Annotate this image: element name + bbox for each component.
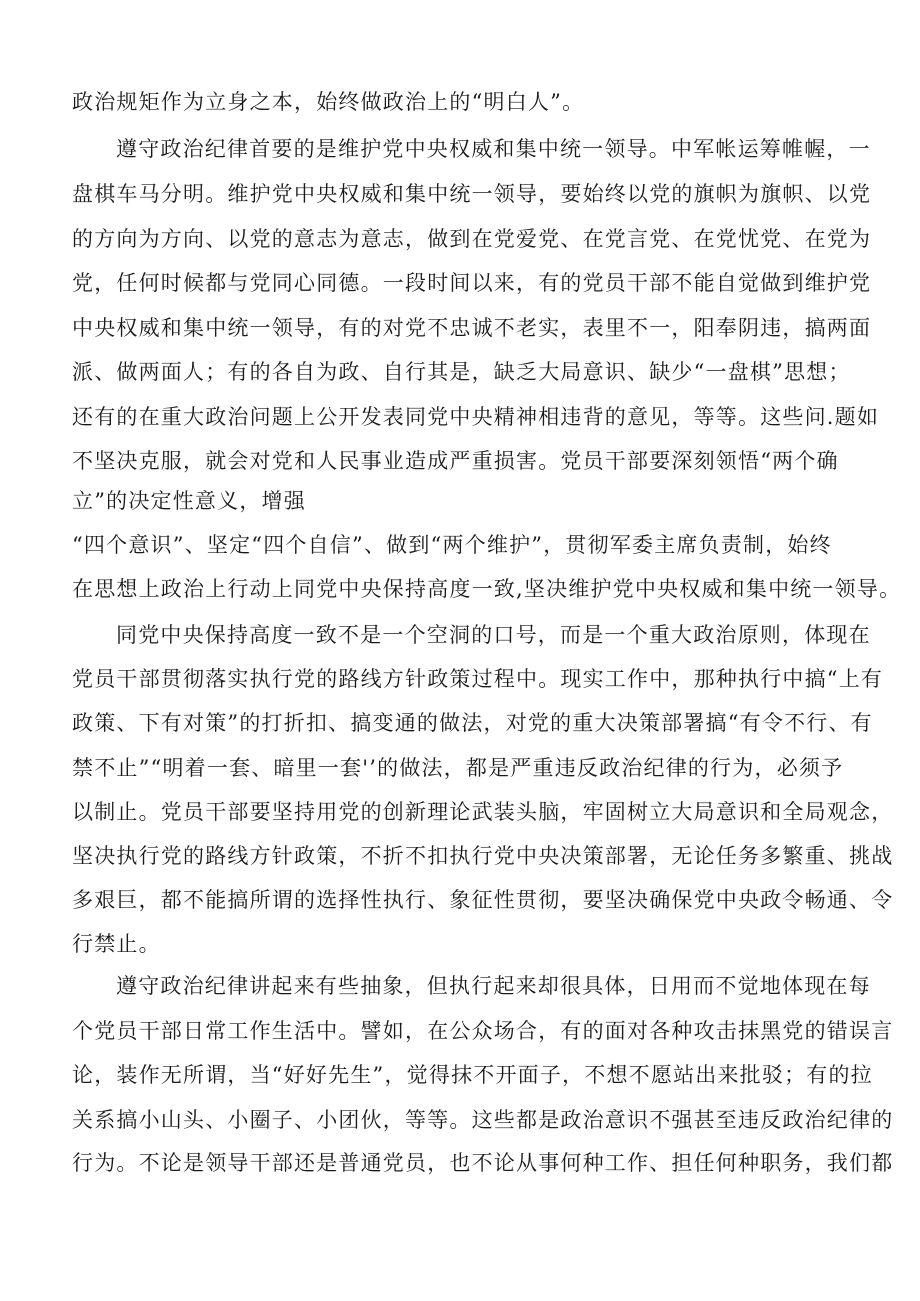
text-line: 政治规矩作为立身之本，始终做政治上的“明白人”。: [72, 90, 585, 114]
text-line: 还有的在重大政治问题上公开发表同党中央精神相违背的意见，等等。这些问.题如: [72, 405, 880, 429]
text-line: 党员干部贯彻落实执行党的路线方针政策过程中。现实工作中，那种执行中搞“上有: [72, 667, 884, 691]
text-line: 不坚决克服，就会对党和人民事业造成严重损害。党员干部要深刻领悟“两个确: [72, 449, 839, 473]
text-line: 行为。不论是领导干部还是普通党员，也不论从事何种工作、担任何种职务，我们都: [72, 1151, 894, 1175]
text-line: 以制止。党员干部要坚持用党的创新理论武装头脑，牢固树立大局意识和全局观念，: [72, 800, 894, 824]
text-line: 中央权威和集中统一领导，有的对党不忠诚不老实，表里不一，阳奉阴违，搞两面: [72, 316, 872, 340]
text-line: 在思想上政治上行动上同党中央保持高度一致,坚决维护党中央权威和集中统一领导。: [72, 577, 902, 601]
text-line: 的方向为方向、以党的意志为意志，做到在党爱党、在党言党、在党忧党、在党为: [72, 227, 872, 251]
text-line: 党，任何时候都与党同心同德。一段时间以来，有的党员干部不能自觉做到维护党: [72, 271, 872, 295]
text-line: 坚决执行党的路线方针政策，不折不扣执行党中央决策部署，无论任务多繁重、挑战: [72, 844, 894, 868]
text-line: 个党员干部日常工作生活中。譬如，在公众场合，有的面对各种攻击抹黑党的错误言: [72, 1019, 894, 1043]
text-line: 立”的决定性意义，增强: [72, 489, 306, 513]
paragraph-first-line: 同党中央保持高度一致不是一个空洞的口号，而是一个重大政治原则，体现在: [116, 623, 871, 647]
text-line: 多艰巨，都不能搞所谓的选择性执行、象征性贯彻，要坚决确保党中央政令畅通、令: [72, 888, 894, 912]
text-line: 禁不止”“明着一套、暗里一套'’的做法，都是严重违反政治纪律的行为，必须予: [72, 756, 844, 780]
paragraph-first-line: 遵守政治纪律讲起来有些抽象，但执行起来却很具体，日用而不觉地体现在每: [116, 974, 871, 998]
text-line: 派、做两面人；有的各自为政、自行其是，缺乏大局意识、缺少“一盘棋”思想；: [72, 360, 851, 384]
text-line: 政策、下有对策”的打折扣、搞变通的做法，对党的重大决策部署搞“有令不行、有: [72, 711, 873, 735]
text-line: “四个意识”、坚定“四个自信”、做到“两个维护”，贯彻军委主席负责制，始终: [72, 533, 832, 557]
text-line: 论，装作无所谓，当“好好先生”，觉得抹不开面子，不想不愿站出来批驳；有的拉: [72, 1063, 873, 1087]
text-line: 盘棋车马分明。维护党中央权威和集中统一领导，要始终以党的旗帜为旗帜、以党: [72, 182, 872, 206]
text-line: 关系搞小山头、小圈子、小团伙，等等。这些都是政治意识不强甚至违反政治纪律的: [72, 1108, 894, 1132]
paragraph-first-line: 遵守政治纪律首要的是维护党中央权威和集中统一领导。中军帐运筹帷幄，一: [116, 137, 871, 161]
text-line: 行禁止。: [72, 932, 161, 956]
